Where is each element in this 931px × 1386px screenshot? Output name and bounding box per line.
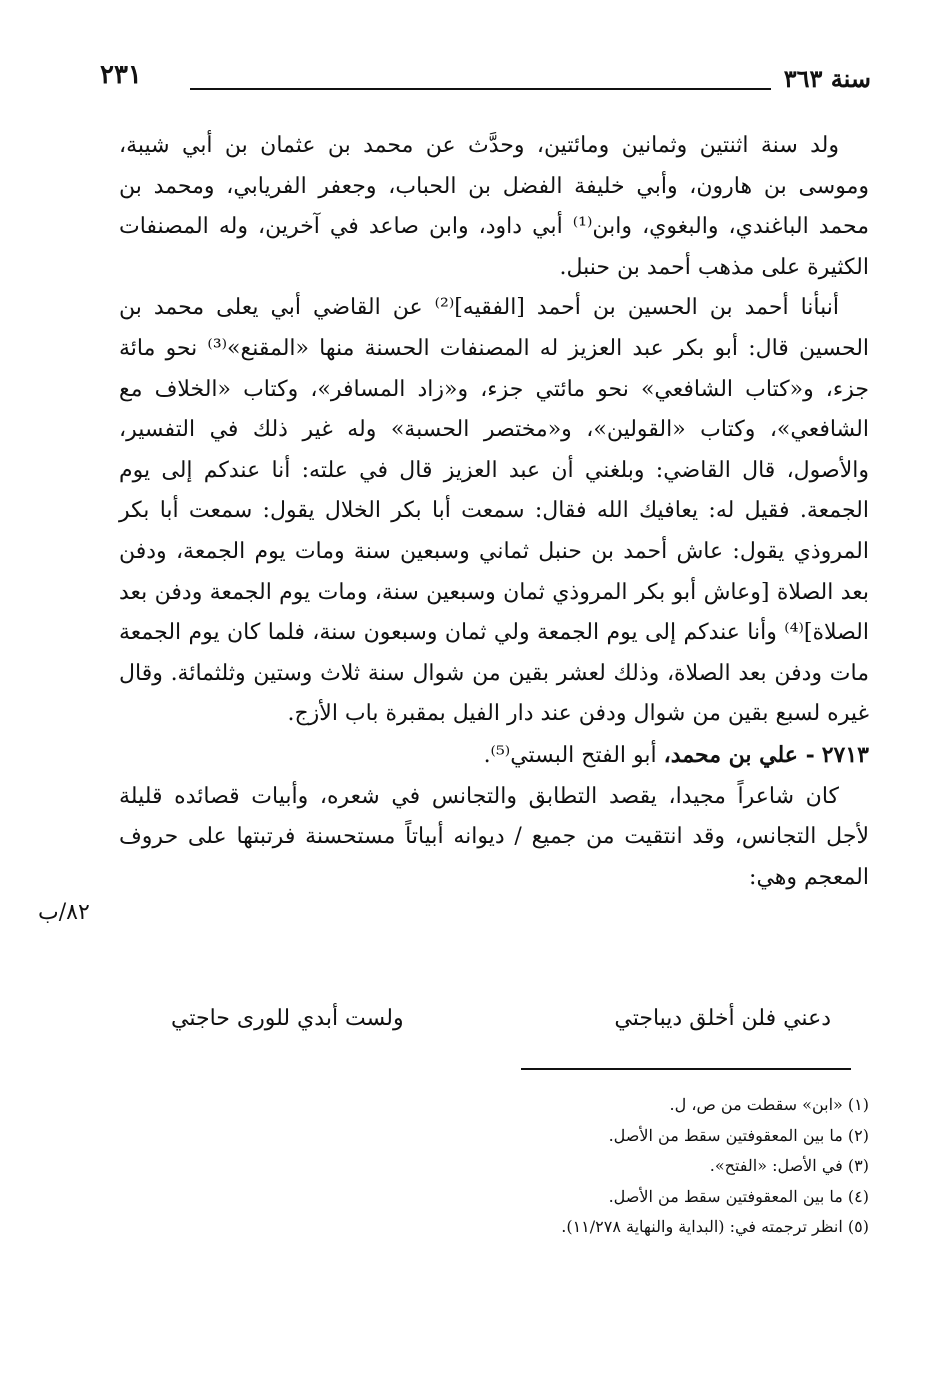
main-text bbox=[119, 126, 869, 898]
paragraph-biography: ولد سنة اثنتين وثمانين ومائتين، وحدَّث عن محمد بن عثمان بن أبي شيبة، وموسى بن هارون، وأبي خليفة الفضل بن الحباب، وجعفر الفريابي، ومحمد بن محمد الباغندي، والبغوي، وابن⁽¹⁾ أبي داود، وابن صاعد في آخرين، وله المصنفات الكثيرة على مذهب أحمد بن حنبل. bbox=[119, 133, 869, 280]
verse-second-hemistich: ولست أبدي للورى حاجتي bbox=[171, 1006, 404, 1031]
entry-heading: ٢٧١٣ - علي بن محمد، أبو الفتح البستي⁽⁵⁾. bbox=[483, 741, 869, 768]
header-rule bbox=[190, 88, 771, 90]
paragraph-narration: أنبأنا أحمد بن الحسين بن أحمد [الفقيه]⁽²⁾ عن القاضي أبي يعلى محمد بن الحسين قال: أبو بكر عبد العزيز له المصنفات الحسنة منها «المقنع»⁽³⁾ نحو مائة جزء، و«كتاب الشافعي» نحو مائتي جزء، و«زاد المسافر»، وكتاب «الخلاف مع الشافعي»، وكتاب «القولين»، و«مختصر الحسبة» وله غير ذلك في التفسير، والأصول، قال القاضي: وبلغني أن عبد العزيز قال في علته: أنا عندكم إلى يوم الجمعة. فقيل له: يعافيك الله فقال: سمعت أبا بكر الخلال يقول: سمعت أبا بكر المروذي يقول: عاش أحمد بن حنبل ثماني وسبعين سنة ومات يوم الجمعة، ودفن بعد الصلاة [وعاش أبو بكر المروذي ثمان وسبعين سنة، ومات يوم الجمعة ودفن بعد الصلاة]⁽⁴⁾ وأنا عندكم إلى يوم الجمعة ولي ثمان وسبعون سنة، فلما كان يوم الجمعة مات ودفن بعد الصلاة، وذلك لعشر بقين من شوال سنة ثلاث وستين وثلثمائة. وقال غيره لسبع بقين من شوال ودفن عند دار الفيل بمقبرة باب الأزج. bbox=[119, 295, 870, 727]
entry-name: علي بن محمد، bbox=[663, 741, 798, 768]
footnote: (٥) انظر ترجمته في: (البداية والنهاية ١١/٢٧٨). bbox=[561, 1217, 869, 1236]
paragraph-entry-body: كان شاعراً مجيدا، يقصد التطابق والتجانس في شعره، وأبيات قصائده قليلة لأجل التجانس، وقد انتقيت من جميع / ديوانه أبياتاً مستحسنة فرتبتها على حروف المعجم وهي: bbox=[119, 783, 869, 890]
page-number: ٢٣١ bbox=[100, 60, 142, 90]
footnote: (٣) في الأصل: «الفتح». bbox=[709, 1156, 869, 1175]
entry-name-rest: أبو الفتح البستي⁽⁵⁾. bbox=[483, 742, 657, 768]
running-header-year: سنة ٣٦٣ bbox=[783, 64, 871, 93]
manuscript-folio-note: ٨٢/ب bbox=[38, 900, 90, 925]
footnotes bbox=[449, 1090, 869, 1243]
footnote: (٤) ما بين المعقوفتين سقط من الأصل. bbox=[608, 1186, 869, 1206]
footnote-rule bbox=[521, 1068, 851, 1070]
footnote: (١) «ابن» سقطت من ص، ل. bbox=[669, 1095, 869, 1114]
verse-first-hemistich: دعني فلن أخلق ديباجتي bbox=[614, 1006, 831, 1031]
footnote: (٢) ما بين المعقوفتين سقط من الأصل. bbox=[608, 1125, 869, 1145]
poem-verse bbox=[171, 1006, 831, 1031]
entry-number: ٢٧١٣ bbox=[821, 741, 869, 768]
